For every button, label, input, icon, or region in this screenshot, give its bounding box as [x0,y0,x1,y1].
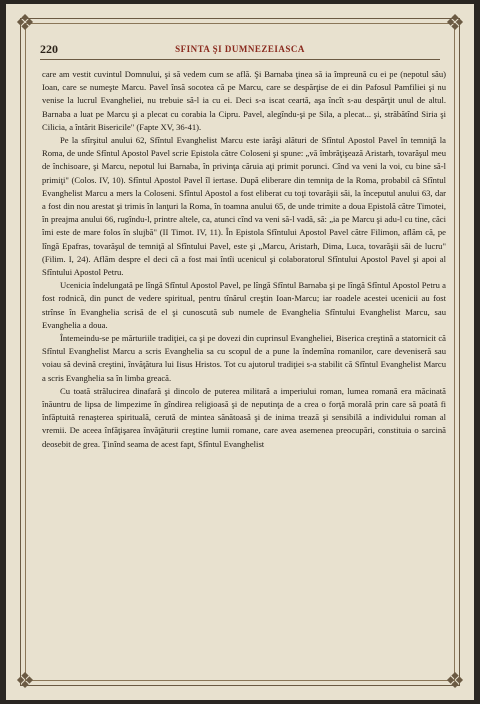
paragraph: Ucenicia îndelungată pe lîngă Sfîntul Apostol Pavel, pe lîngă Sfîntul Barnaba şi pe lîngă Sfîntul Apostol Petru a fost rodnică, din punct de vedere spiritual, pentru tînărul creştin Ioan-Marcu; iar roadele acestei ucenicii au fost strînse în Evanghelia scrisă de el şi cunoscută sub numele de Evanghelia Sfîntului Evanghelist Marcu, sau Evanghelia a doua. [42,280,446,330]
page-number: 220 [40,42,58,56]
paragraph: Pe la sfîrşitul anului 62, Sfîntul Evanghelist Marcu este iarăşi alături de Sfîntul Apostol Pavel în temniţă la Roma, de unde Sfîntul Apostol Pavel scrie Epistola către Coloseni şi spune: „vă îmbrăţişează Aristarh, tovarăşul meu de închisoare, şi Marcu, nepotul lui Barnaba, în privinţa căruia aţi primit porunci. Cînd va veni la voi, cu bine să-l primiţi" (Colos. IV, 10). Sfîntul Apostol Pavel îl iertase. După eliberare din temniţa de la Roma, probabil că Sfîntul Evanghelist Marcu a mers la Coloseni. Sfîntul Apostol a fost eliberat cu toţi tovarăşii săi, la începutul anului 63, dar a fost din nou arestat şi trimis în lanţuri la Roma, în toamna anului 65, de unde trimite a doua Epistolă către Timotei, în preajma anului 66, rugîndu-l, printre altele, ca, atunci cînd va veni să-l vadă, să: „ia pe Marcu şi adu-l cu tine, căci îmi este de mare folos în slujbă" (II Timot. IV, 11). În Epistola Sfîntului Apostol Pavel către Filimon, aflăm că, pe lîngă Epafras, tovarăşul de temniţă al Sfîntului Pavel, este şi „Marcu, Aristarh, Dima, Luca, tovarăşii săi de lucru" (Filim. I, 24). Aflăm despre el deci că a fost mai întîi ucenicul şi colaboratorul Sfîntului Apostol Pavel şi apoi al Sfîntului Apostol Petru. [42,135,446,278]
book-page [6,4,474,700]
header-rule [40,59,440,60]
page-header [40,40,440,62]
corner-ornament-icon: ❖ [445,668,465,693]
running-title: SFINTA ŞI DUMNEZEIASCA [175,44,305,54]
paragraph: Întemeindu-se pe mărturiile tradiţiei, ca şi pe dovezi din cuprinsul Evangheliei, Biserica creştină a statornicit că Sfîntul Evanghelist Marcu a scris Evanghelia sa cu scopul de a pune la îndemîna romanilor, care deveniseră sau voiau să devină creştini, învăţătura lui Iisus Hristos. Tot cu ajutorul tradiţiei s-a stabilit că Sfîntul Evanghelist Marcu a scris Evanghelia sa în limba greacă. [42,333,446,383]
paragraph: care am vestit cuvintul Domnului, şi să vedem cum se află. Şi Barnaba ţinea să ia împreună cu ei pe (nepotul său) Ioan, care se numeşte Marcu. Pavel însă socotea că pe Marcu, care se despărţise de ei din Pafosul Pamfiliei şi nu venise la lucrul Evangheliei, nu trebuie să-l ia cu ei. Deci s-a iscat ceartă, aşa încît s-au despărţit unul de altul. Barnaba a luat pe Marcu şi a plecat cu corabia la Cipru. Pavel, alegîndu-şi pe Sila, a plecat... şi, străbătînd Siria şi Cilicia, a întărit Bisericile" (Fapte XV, 36-41). [42,69,446,132]
paragraph: Cu toată strălucirea dinafară şi dincolo de puterea militară a imperiului roman, lumea romană era măcinată înăuntru de lipsa de limpezime în gîndirea religioasă şi de neputinţa de a crea o forţă morală prin care să poată fi înfăptuită renaşterea spirituală, cerută de mintea sănătoasă şi de inima treazā şi sensibilă a individului roman al vremii. De aceea înfăţişarea învăţăturii creştine lumii romane, care avea asemenea preocupări, constituia o sarcină deosebit de grea. Ţinînd seama de acest fapt, Sfîntul Evanghelist [42,385,446,449]
corner-ornament-icon: ❖ [445,10,465,35]
body-text [42,68,446,680]
corner-ornament-icon: ❖ [15,10,35,35]
corner-ornament-icon: ❖ [15,668,35,693]
